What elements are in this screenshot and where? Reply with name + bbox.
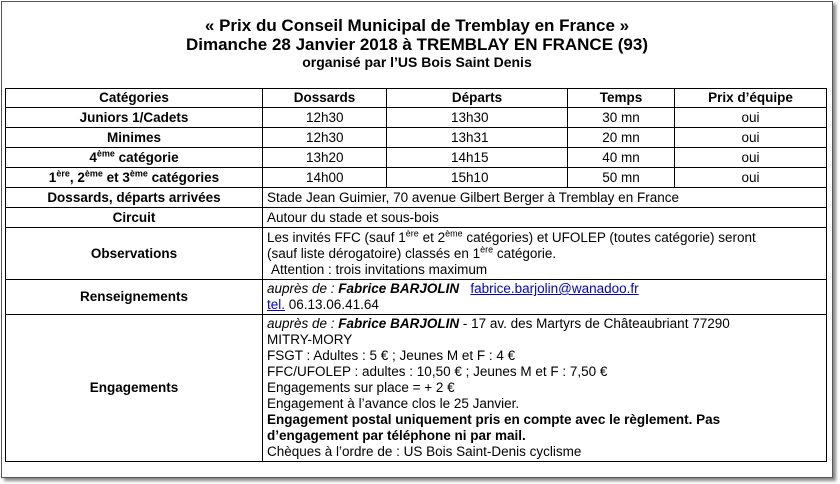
engagements-ffc: FFC/UFOLEP : adultes : 10,50 € ; Jeunes M et F : 7,50 € — [267, 364, 608, 379]
dossards-cell: 12h30 — [263, 108, 387, 128]
renseignements-label: Renseignements — [6, 280, 263, 315]
engagements-postal-1: Engagement postal uniquement pris en compte avec le règlement. Pas — [267, 412, 721, 427]
observations-row — [6, 228, 827, 280]
dossards-location-label: Dossards, départs arrivées — [6, 188, 263, 208]
col-header-prix-equipe: Prix d’équipe — [675, 89, 827, 108]
renseignements-row — [6, 280, 827, 315]
temps-cell: 50 mn — [568, 168, 675, 188]
table-row — [6, 168, 827, 188]
observations-line-2: (sauf liste dérogatoire) classés en 1ère catégorie. — [267, 244, 557, 261]
circuit-value: Autour du stade et sous-bois — [263, 208, 827, 228]
circuit-row — [6, 208, 827, 228]
phone-number: 06.13.06.41.64 — [285, 297, 379, 312]
category-cell: 4ème catégorie — [6, 148, 263, 168]
col-header-temps: Temps — [568, 89, 675, 108]
page-title: « Prix du Conseil Municipal de Tremblay en France » — [204, 16, 630, 35]
col-header-categories: Catégories — [6, 89, 263, 108]
event-date-title: Dimanche 28 Janvier 2018 à TREMBLAY EN FRANCE (93) — [185, 35, 648, 54]
table-row — [6, 128, 827, 148]
temps-cell: 20 mn — [568, 128, 675, 148]
engagements-avance: Engagement à l’avance clos le 25 Janvier. — [267, 396, 520, 411]
prix-cell: oui — [675, 108, 827, 128]
renseignements-value — [263, 280, 827, 315]
circuit-label: Circuit — [6, 208, 263, 228]
departs-cell: 13h31 — [387, 128, 568, 148]
engagements-postal-2: d’engagement par téléphone ni par mail. — [267, 428, 526, 443]
organizer-line: organisé par l’US Bois Saint Denis — [302, 54, 532, 70]
prix-cell: oui — [675, 128, 827, 148]
observations-label: Observations — [6, 228, 263, 280]
observations-line-3: Attention : trois invitations maximum — [271, 262, 488, 277]
dossards-cell: 12h30 — [263, 128, 387, 148]
race-info-table — [5, 88, 827, 462]
engagements-cheques: Chèques à l’ordre de : US Bois Saint-Denis cyclisme — [267, 444, 582, 459]
engagements-label: Engagements — [6, 315, 263, 462]
departs-cell: 15h10 — [387, 168, 568, 188]
category-cell: Minimes — [6, 128, 263, 148]
phone-link[interactable]: tel. — [267, 297, 286, 312]
observations-value — [263, 228, 827, 280]
table-header-row — [6, 89, 827, 108]
temps-cell: 30 mn — [568, 108, 675, 128]
header — [2, 2, 832, 71]
engagement-contact-name: Fabrice BARJOLIN — [338, 316, 460, 331]
departs-cell: 13h30 — [387, 108, 568, 128]
document-frame — [1, 1, 833, 478]
dossards-cell: 14h00 — [263, 168, 387, 188]
engagements-surplace: Engagements sur place = + 2 € — [267, 380, 455, 395]
observations-line-1: Les invités FFC (sauf 1ère et 2ème catégories) et UFOLEP (toutes catégorie) seront — [267, 228, 756, 245]
col-header-departs: Départs — [387, 89, 568, 108]
dossards-location-row — [6, 188, 827, 208]
col-header-dossards: Dossards — [263, 89, 387, 108]
contact-name: Fabrice BARJOLIN — [338, 281, 460, 296]
renseignements-line-1: auprès de : Fabrice BARJOLIN fabrice.barjolin@wanadoo.fr — [267, 281, 639, 296]
engagements-fsgt: FSGT : Adultes : 5 € ; Jeunes M et F : 4 € — [267, 348, 516, 363]
category-cell: 1ère, 2ème et 3ème catégories — [6, 168, 263, 188]
dossards-cell: 13h20 — [263, 148, 387, 168]
departs-cell: 14h15 — [387, 148, 568, 168]
engagements-row — [6, 315, 827, 462]
renseignements-line-2 — [267, 297, 822, 313]
temps-cell: 40 mn — [568, 148, 675, 168]
contact-email-link[interactable]: fabrice.barjolin@wanadoo.fr — [470, 281, 639, 296]
engagements-line-2: MITRY-MORY — [267, 332, 353, 347]
category-cell: Juniors 1/Cadets — [6, 108, 263, 128]
table-row — [6, 148, 827, 168]
engagements-value — [263, 315, 827, 462]
engagements-line-1: auprès de : Fabrice BARJOLIN - 17 av. des Martyrs de Châteaubriant 77290 — [267, 316, 730, 331]
prix-cell: oui — [675, 168, 827, 188]
prix-cell: oui — [675, 148, 827, 168]
dossards-location-value: Stade Jean Guimier, 70 avenue Gilbert Berger à Tremblay en France — [263, 188, 827, 208]
table-row — [6, 108, 827, 128]
